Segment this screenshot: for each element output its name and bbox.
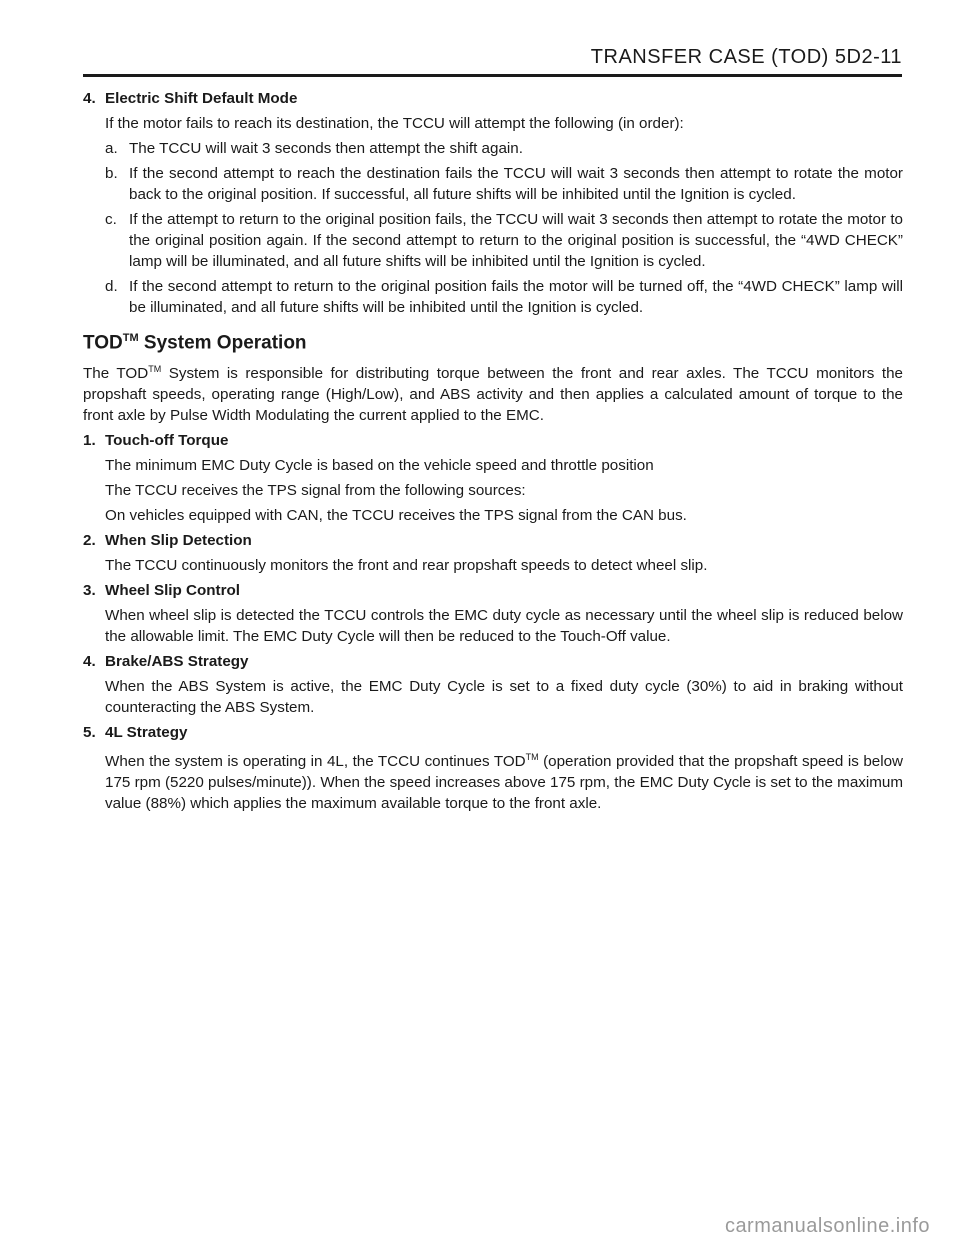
numbered-heading [83, 651, 903, 672]
item-number: 4. [83, 90, 96, 107]
list-text: The TCCU will wait 3 seconds then attempt the shift again. [129, 140, 523, 157]
trademark: TM [148, 364, 162, 375]
trademark: TM [525, 752, 539, 763]
intro-text: The TOD [83, 365, 149, 383]
item-number: 5. [83, 724, 96, 742]
paragraph-text: When the system is operating in 4L, the TCCU continues TOD [105, 753, 526, 771]
watermark: carmanualsonline.info [724, 1215, 930, 1237]
intro-text-rest: System is responsible for distributing torque between the front and rear axles. The TCCU monitors the propshaft speeds, operating range (High/Low), and ABS activity and then applies a calculated amount of torque to the front axle by Pulse Width Modulating the current applied to the EMC. [83, 365, 903, 425]
item-paragraph: On vehicles equipped with CAN, the TCCU receives the TPS signal from the CAN bus. [105, 507, 687, 525]
list-item [83, 209, 903, 272]
item-title: Brake/ABS Strategy [105, 653, 249, 671]
item-title: Touch-off Torque [105, 432, 229, 450]
list-text: If the second attempt to reach the destination fails the TCCU will wait 3 seconds then attempt to rotate the motor back to the original position. If successful, all future shifts will be inhibited until the Ignition is cycled. [129, 165, 903, 203]
item-paragraph: When the ABS System is active, the EMC Duty Cycle is set to a fixed duty cycle (30%) to aid in braking without counteracting the ABS System. [105, 678, 903, 717]
numbered-heading [83, 722, 903, 743]
list-item [83, 138, 903, 159]
item-title: 4L Strategy [105, 724, 188, 742]
item-title: When Slip Detection [105, 532, 252, 550]
item-paragraph: When wheel slip is detected the TCCU controls the EMC duty cycle as necessary until the wheel slip is reduced below the allowable limit. The EMC Duty Cycle will then be reduced to the Touch-Off value. [105, 607, 903, 646]
item-paragraph: The minimum EMC Duty Cycle is based on the vehicle speed and throttle position [105, 457, 654, 475]
list-letter: b. [105, 165, 118, 182]
section-heading-text: TOD [83, 332, 123, 354]
item-title: Electric Shift Default Mode [105, 90, 298, 107]
section-intro [83, 359, 903, 426]
section-heading [83, 328, 903, 353]
shift-default-intro: If the motor fails to reach its destination, the TCCU will attempt the following (in order): [105, 115, 684, 132]
item-number: 2. [83, 532, 96, 550]
item-paragraph: The TCCU receives the TPS signal from the following sources: [105, 482, 526, 500]
item-number: 3. [83, 582, 96, 600]
item-title: Wheel Slip Control [105, 582, 240, 600]
trademark: TM [122, 332, 139, 344]
item-number: 1. [83, 432, 96, 450]
page-title: TRANSFER CASE (TOD) 5D2-11 [590, 46, 902, 68]
list-item [83, 276, 903, 318]
page-header [83, 46, 902, 77]
list-letter: d. [105, 278, 118, 295]
section-heading-rest: System Operation [138, 332, 307, 354]
item-number: 4. [83, 653, 96, 671]
shift-default-heading [83, 88, 903, 109]
list-letter: a. [105, 140, 118, 157]
paragraph-text-rest: (operation provided that the propshaft speed is below 175 rpm (5220 pulses/minute)). When the speed increases above 175 rpm, the EMC Duty Cycle is set to the maximum value (88%) which applies the maximum available torque to the front axle. [105, 753, 904, 813]
list-text: If the second attempt to return to the original position fails the motor will be turned off, the “4WD CHECK” lamp will be illuminated, and all future shifts will be inhibited until the Ignition is cycled. [129, 278, 903, 316]
numbered-heading [83, 580, 903, 601]
item-paragraph [83, 747, 903, 814]
list-letter: c. [105, 211, 117, 228]
numbered-heading [83, 430, 903, 451]
document-body [83, 88, 903, 818]
item-paragraph: The TCCU continuously monitors the front and rear propshaft speeds to detect wheel slip. [105, 557, 708, 575]
list-item [83, 163, 903, 205]
list-text: If the attempt to return to the original position fails, the TCCU will wait 3 seconds then attempt to rotate the motor to the original position again. If the second attempt to return to the original position is successful, the “4WD CHECK” lamp will be illuminated, and all future shifts will be inhibited until the Ignition is cycled. [129, 211, 903, 270]
numbered-heading [83, 530, 903, 551]
